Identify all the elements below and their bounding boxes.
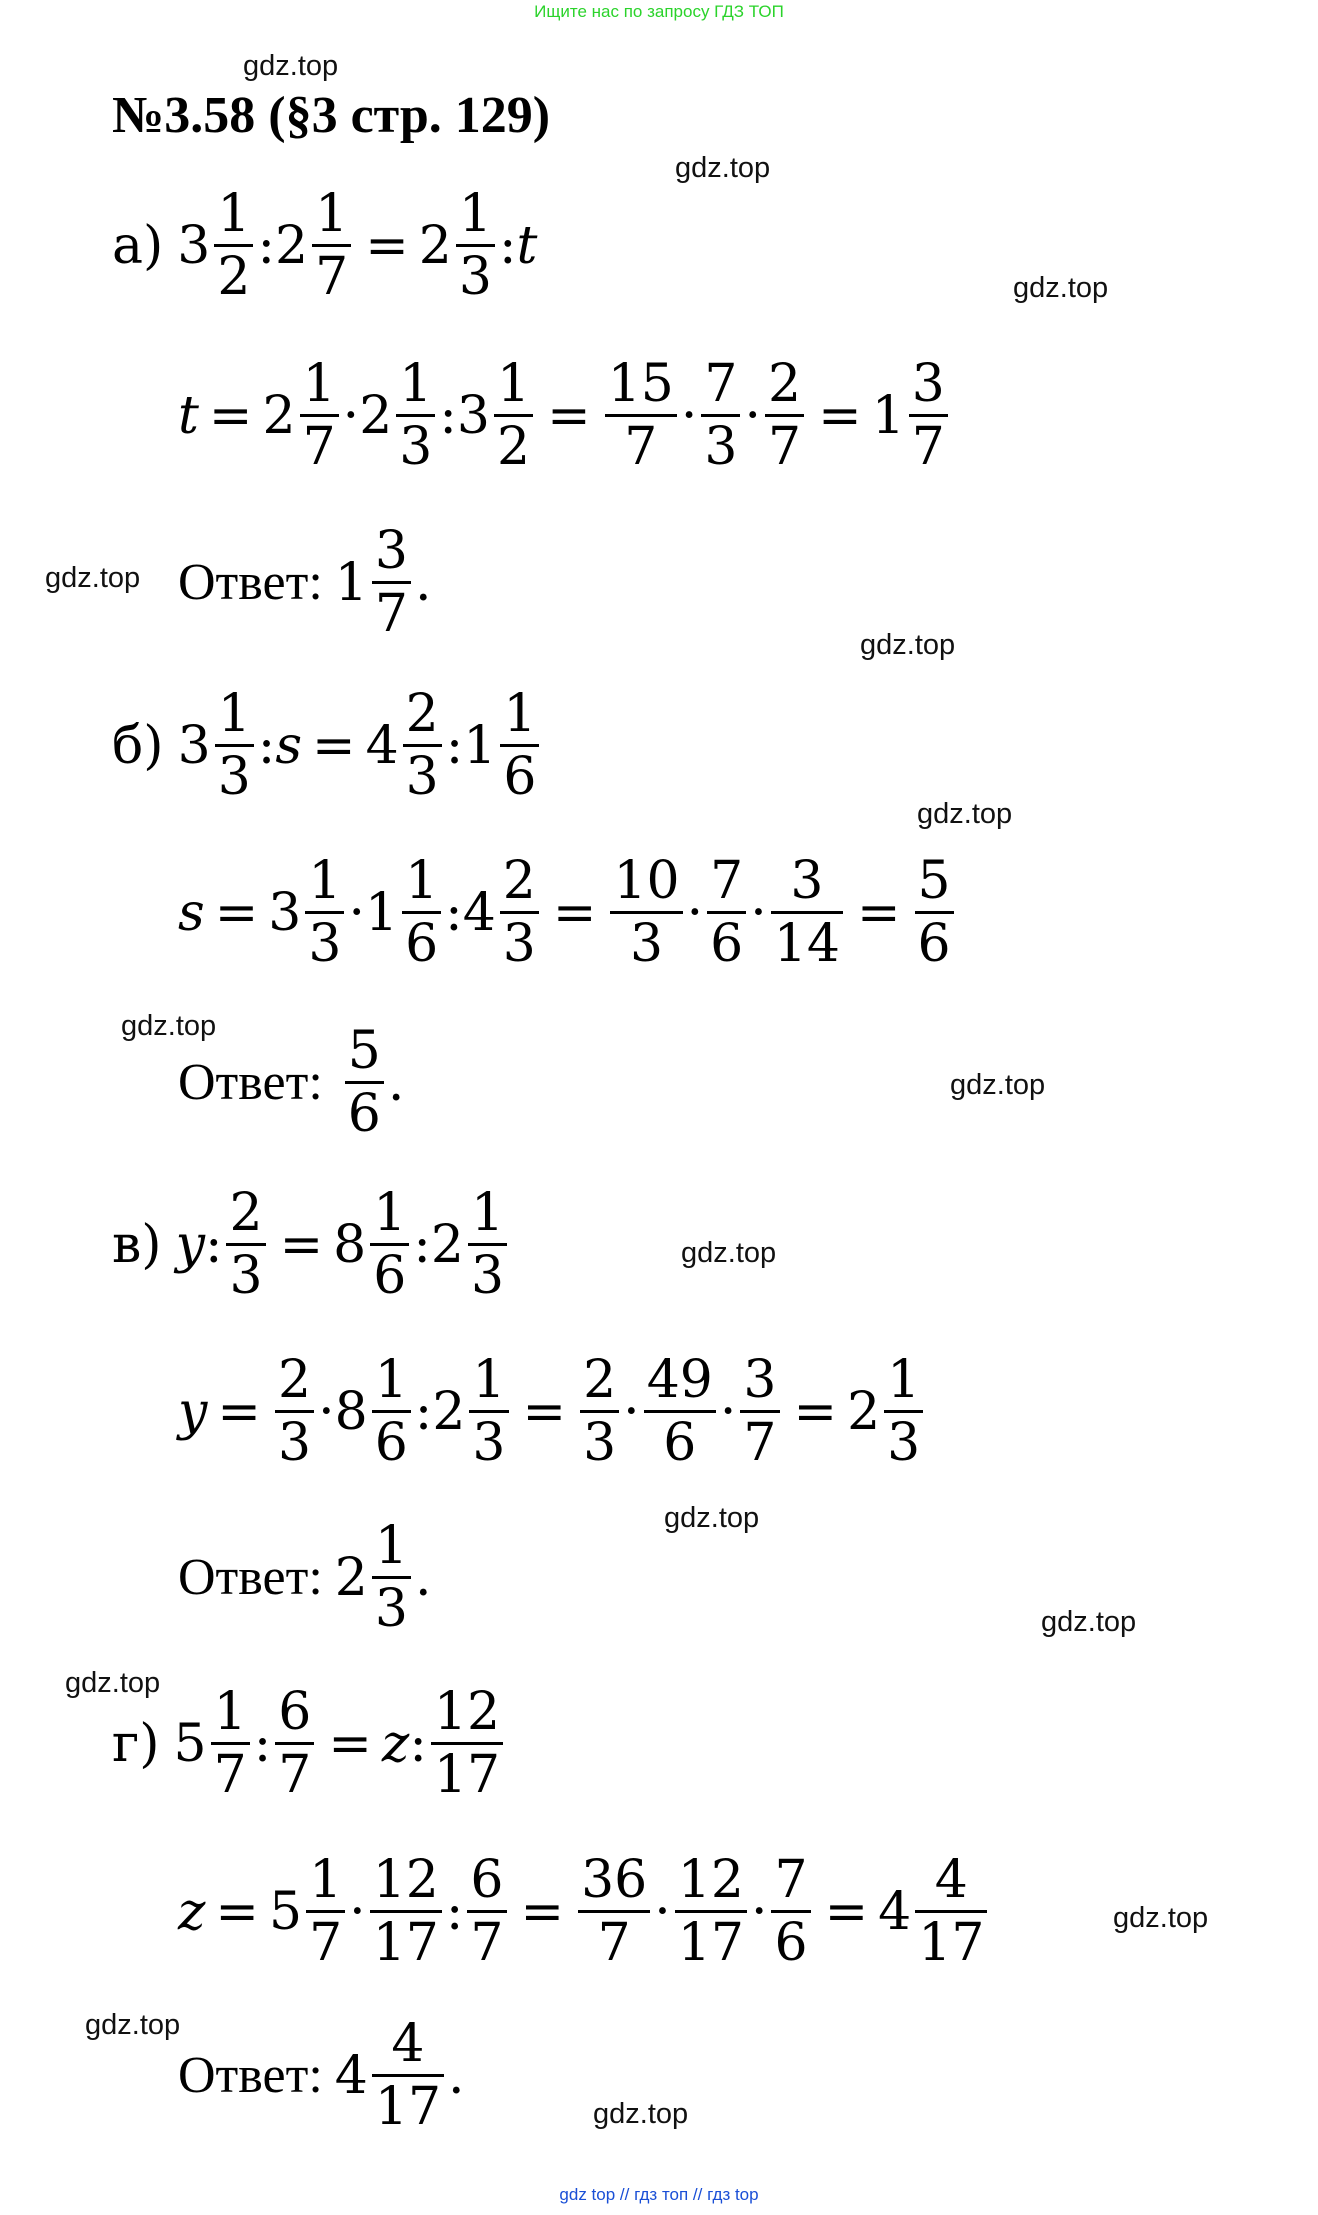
part-d-solution: z = 5 $\frac{1}{7}$ · $\frac{12}{17}$ : $\frac{6}{7}$ = $\frac{36}{7}$ · $\frac{12}{17}$ · $\frac{7}{6}$ = 4 $\frac{4}{17}$: [178, 1854, 991, 1969]
answer-label: Ответ:: [178, 554, 323, 611]
watermark: gdz.top: [681, 1237, 777, 1269]
watermark: gdz.top: [243, 50, 339, 82]
mixed-number: 2 $\frac{1}{7}$: [275, 188, 355, 303]
watermark: gdz.top: [85, 2009, 181, 2041]
part-d-answer: Ответ: 4 $\frac{4}{17}$ .: [178, 2014, 465, 2137]
watermark: gdz.top: [121, 1010, 217, 1042]
watermark: gdz.top: [593, 2098, 689, 2130]
variable: t: [178, 385, 199, 446]
variable: z: [178, 1881, 206, 1942]
part-a-answer: Ответ: 1 $\frac{3}{7}$ .: [178, 521, 432, 644]
watermark: gdz.top: [675, 152, 771, 184]
variable: t: [516, 215, 538, 276]
part-label: а): [112, 215, 164, 276]
part-c-solution: y = $\frac{2}{3}$ · 8 $\frac{1}{6}$ : 2 $\frac{1}{3}$ = $\frac{2}{3}$ · $\frac{49}{6}$ · $\frac{3}{7}$ = 2 $\frac{1}{3}$: [178, 1354, 927, 1469]
part-label: г): [112, 1713, 160, 1774]
part-c-equation: в) y : $\frac{2}{3}$ = 8 $\frac{1}{6}$ : 2 $\frac{1}{3}$: [112, 1187, 511, 1302]
watermark: gdz.top: [65, 1667, 161, 1699]
variable: s: [275, 715, 302, 776]
watermark: gdz.top: [917, 798, 1013, 830]
part-b-equation: б) 3 $\frac{1}{3}$ : s = 4 $\frac{2}{3}$ : 1 $\frac{1}{6}$: [112, 688, 543, 803]
variable: z: [381, 1713, 410, 1774]
part-a-equation: а) 3 $\frac{1}{2}$ : 2 $\frac{1}{7}$ = 2 $\frac{1}{3}$ : t: [112, 184, 538, 307]
part-d-equation: г) 5 $\frac{1}{7}$ : $\frac{6}{7}$ = z : $\frac{12}{17}$: [112, 1686, 507, 1801]
watermark: gdz.top: [860, 629, 956, 661]
mixed-number: 3 $\frac{1}{2}$: [177, 188, 257, 303]
part-b-solution: s = 3 $\frac{1}{3}$ · 1 $\frac{1}{6}$ : 4 $\frac{2}{3}$ = $\frac{10}{3}$ · $\frac{7}{6}$ · $\frac{3}{14}$ = $\frac{5}{6}$: [178, 855, 958, 970]
watermark: gdz.top: [45, 562, 141, 594]
answer-label: Ответ:: [178, 1054, 323, 1111]
watermark: gdz.top: [664, 1502, 760, 1534]
watermark: gdz.top: [1113, 1902, 1209, 1934]
part-label: б): [112, 715, 164, 776]
watermark: gdz.top: [1013, 272, 1109, 304]
variable: s: [178, 882, 205, 943]
watermark: gdz.top: [1041, 1606, 1137, 1638]
watermark: gdz.top: [950, 1069, 1046, 1101]
answer-label: Ответ:: [178, 2047, 323, 2104]
variable: y: [175, 1214, 205, 1275]
part-c-answer: Ответ: 2 $\frac{1}{3}$ .: [178, 1516, 432, 1639]
mixed-number: 2 $\frac{1}{3}$: [419, 188, 499, 303]
exercise-title: №3.58 (§3 стр. 129): [112, 87, 551, 144]
footer-links[interactable]: gdz top // гдз топ // гдз top: [559, 2185, 759, 2204]
part-b-answer: Ответ: $\frac{5}{6}$ .: [178, 1021, 405, 1144]
part-a-solution: t = 2 $\frac{1}{7}$ · 2 $\frac{1}{3}$ : 3 $\frac{1}{2}$ = $\frac{15}{7}$ · $\frac{7}{3}$ · $\frac{2}{7}$ = 1 $\frac{3}{7}$: [178, 358, 952, 473]
answer-label: Ответ:: [178, 1549, 323, 1606]
variable: y: [178, 1381, 208, 1442]
header-search-link[interactable]: Ищите нас по запросу ГДЗ ТОП: [534, 2, 784, 21]
part-label: в): [112, 1214, 162, 1275]
